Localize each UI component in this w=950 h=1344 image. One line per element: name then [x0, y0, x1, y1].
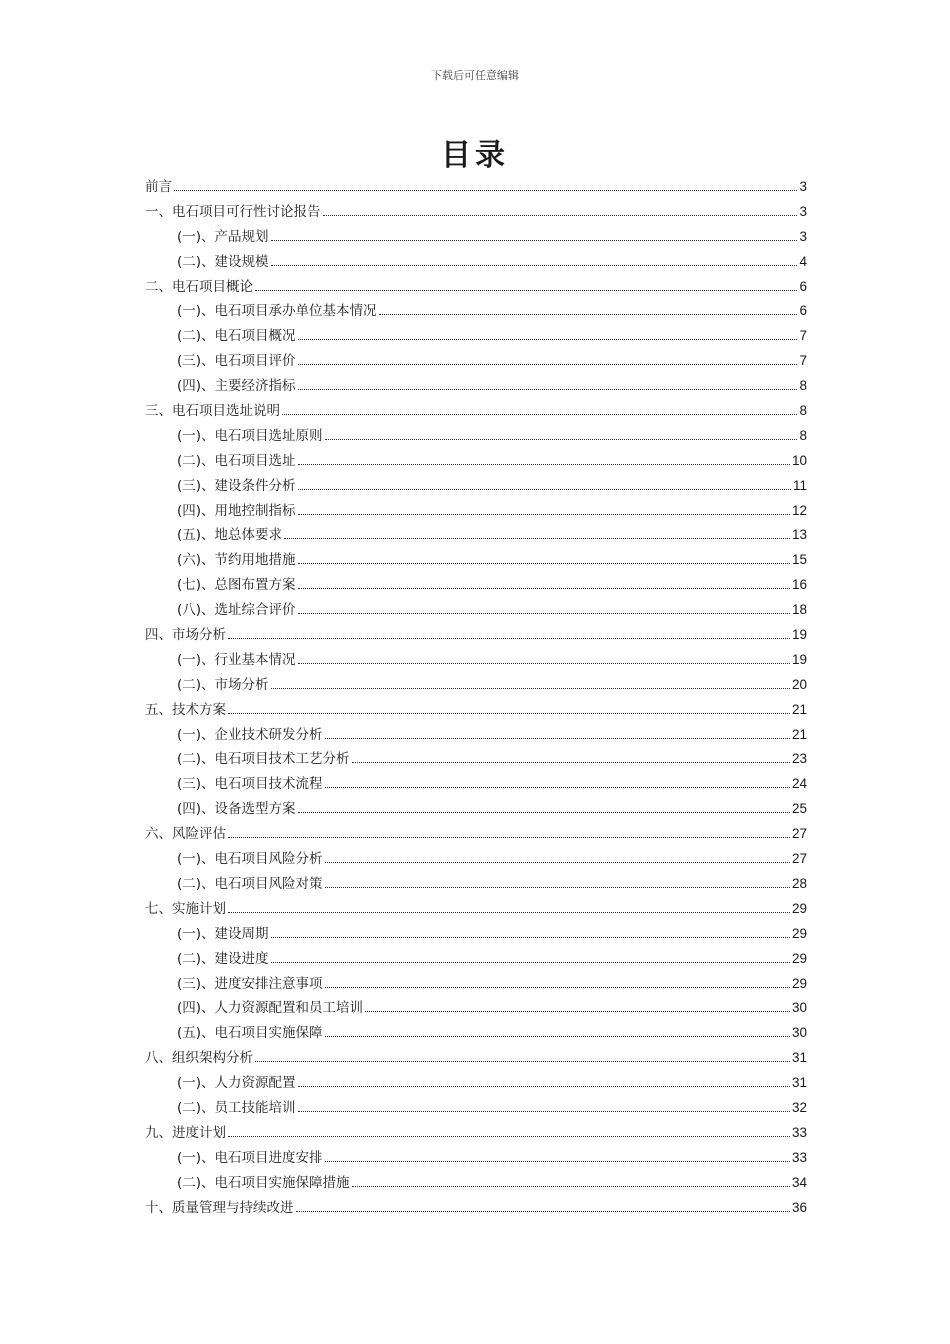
toc-entry[interactable]: [145, 1121, 807, 1146]
toc-subentry[interactable]: [145, 299, 807, 324]
dot-leader: [323, 215, 798, 216]
toc-subentry[interactable]: [145, 947, 807, 972]
toc-entry-page-number: 3: [799, 203, 807, 219]
toc-entry-label: (三)、进度安排注意事项: [177, 975, 323, 992]
toc-entry[interactable]: [145, 1046, 807, 1071]
toc-entry-label: 六、风险评估: [145, 826, 226, 843]
dot-leader: [271, 265, 798, 266]
toc-entry-label: (二)、建设进度: [177, 950, 269, 967]
dot-leader: [325, 887, 790, 888]
toc-entry-label: 七、实施计划: [145, 900, 226, 917]
dot-leader: [325, 1161, 790, 1162]
toc-entry[interactable]: [145, 897, 807, 922]
toc-entry-label: 九、进度计划: [145, 1124, 226, 1141]
toc-entry-page-number: 8: [799, 427, 807, 443]
toc-subentry[interactable]: [145, 772, 807, 797]
toc-entry-label: 四、市场分析: [145, 627, 226, 644]
toc-entry-label: (一)、人力资源配置: [177, 1075, 296, 1092]
table-of-contents: [145, 175, 807, 1220]
dot-leader: [298, 514, 790, 515]
toc-subentry[interactable]: [145, 996, 807, 1021]
dot-leader: [228, 1136, 790, 1137]
dot-leader: [282, 414, 797, 415]
toc-entry-page-number: 21: [791, 726, 807, 742]
toc-entry-page-number: 29: [791, 975, 807, 991]
dot-leader: [255, 1061, 790, 1062]
toc-entry-page-number: 4: [799, 253, 807, 269]
toc-entry-label: (一)、电石项目承办单位基本情况: [177, 303, 377, 320]
toc-subentry[interactable]: [145, 797, 807, 822]
toc-entry-page-number: 31: [791, 1075, 807, 1091]
dot-leader: [296, 1211, 790, 1212]
toc-subentry[interactable]: [145, 250, 807, 275]
dot-leader: [298, 364, 798, 365]
toc-entry-label: (五)、地总体要求: [177, 527, 283, 544]
toc-entry-label: 八、组织架构分析: [145, 1050, 253, 1067]
toc-subentry[interactable]: [145, 747, 807, 772]
dot-leader: [271, 240, 798, 241]
toc-subentry[interactable]: [145, 548, 807, 573]
toc-entry-label: (二)、电石项目实施保障措施: [177, 1174, 350, 1191]
toc-entry-page-number: 10: [791, 452, 807, 468]
toc-subentry[interactable]: [145, 847, 807, 872]
toc-subentry[interactable]: [145, 573, 807, 598]
dot-leader: [271, 688, 790, 689]
toc-subentry[interactable]: [145, 872, 807, 897]
toc-entry-label: (三)、电石项目技术流程: [177, 776, 323, 793]
toc-entry-page-number: 27: [791, 826, 807, 842]
toc-entry[interactable]: [145, 399, 807, 424]
toc-entry-page-number: 29: [791, 900, 807, 916]
dot-leader: [298, 613, 790, 614]
dot-leader: [325, 439, 798, 440]
dot-leader: [298, 389, 798, 390]
toc-entry-page-number: 27: [791, 851, 807, 867]
dot-leader: [325, 1036, 790, 1037]
toc-entry-page-number: 6: [799, 303, 807, 319]
toc-entry-label: (二)、员工技能培训: [177, 1099, 296, 1116]
toc-subentry[interactable]: [145, 349, 807, 374]
toc-entry-page-number: 32: [791, 1099, 807, 1115]
dot-leader: [228, 638, 790, 639]
toc-entry-page-number: 13: [791, 527, 807, 543]
toc-entry-label: (七)、总图布置方案: [177, 577, 296, 594]
toc-entry-page-number: 33: [791, 1124, 807, 1140]
dot-leader: [325, 738, 790, 739]
toc-subentry[interactable]: [145, 1146, 807, 1171]
toc-subentry[interactable]: [145, 1021, 807, 1046]
toc-entry[interactable]: [145, 698, 807, 723]
toc-entry[interactable]: [145, 822, 807, 847]
toc-entry-page-number: 18: [791, 602, 807, 618]
toc-entry-label: (一)、电石项目进度安排: [177, 1149, 323, 1166]
toc-entry-label: (一)、电石项目选址原则: [177, 427, 323, 444]
dot-leader: [325, 987, 790, 988]
toc-entry-label: (二)、电石项目技术工艺分析: [177, 751, 350, 768]
toc-subentry[interactable]: [145, 225, 807, 250]
toc-entry-page-number: 30: [791, 1000, 807, 1016]
toc-entry-label: 十、质量管理与持续改进: [145, 1199, 294, 1216]
toc-entry-page-number: 19: [791, 651, 807, 667]
toc-entry-label: (一)、产品规划: [177, 228, 269, 245]
toc-entry[interactable]: [145, 175, 807, 200]
toc-entry-label: 二、电石项目概论: [145, 278, 253, 295]
toc-entry-page-number: 25: [791, 801, 807, 817]
toc-entry-label: (一)、电石项目风险分析: [177, 851, 323, 868]
dot-leader: [271, 937, 790, 938]
toc-subentry[interactable]: [145, 374, 807, 399]
toc-entry-page-number: 33: [791, 1149, 807, 1165]
dot-leader: [298, 588, 790, 589]
toc-entry-page-number: 24: [791, 776, 807, 792]
toc-entry-page-number: 16: [791, 577, 807, 593]
dot-leader: [271, 962, 790, 963]
toc-subentry[interactable]: [145, 1171, 807, 1196]
toc-entry-page-number: 23: [791, 751, 807, 767]
toc-subentry[interactable]: [145, 449, 807, 474]
toc-entry[interactable]: [145, 275, 807, 300]
toc-entry-label: (五)、电石项目实施保障: [177, 1025, 323, 1042]
dot-leader: [298, 464, 790, 465]
toc-subentry[interactable]: [145, 474, 807, 499]
toc-entry-page-number: 36: [791, 1199, 807, 1215]
toc-entry-label: (一)、企业技术研发分析: [177, 726, 323, 743]
toc-entry-page-number: 29: [791, 950, 807, 966]
toc-entry-label: (二)、建设规模: [177, 253, 269, 270]
toc-subentry[interactable]: [145, 673, 807, 698]
toc-subentry[interactable]: [145, 972, 807, 997]
dot-leader: [352, 1186, 790, 1187]
toc-subentry[interactable]: [145, 523, 807, 548]
toc-entry-label: (一)、行业基本情况: [177, 651, 296, 668]
dot-leader: [284, 538, 790, 539]
toc-entry-page-number: 8: [799, 378, 807, 394]
toc-entry-label: (二)、电石项目风险对策: [177, 875, 323, 892]
toc-entry-label: 三、电石项目选址说明: [145, 403, 280, 420]
toc-entry-label: (四)、主要经济指标: [177, 378, 296, 395]
dot-leader: [228, 912, 790, 913]
toc-entry[interactable]: [145, 1196, 807, 1221]
dot-leader: [174, 190, 797, 191]
toc-entry-page-number: 29: [791, 925, 807, 941]
toc-entry-label: (二)、电石项目概况: [177, 328, 296, 345]
toc-entry-label: 前言: [145, 179, 172, 195]
toc-entry-page-number: 6: [799, 278, 807, 294]
toc-entry-page-number: 7: [799, 353, 807, 369]
page-header: 下载后可任意编辑: [431, 69, 519, 82]
page-title: 目录: [441, 138, 509, 173]
toc-entry-page-number: 15: [791, 552, 807, 568]
toc-subentry[interactable]: [145, 922, 807, 947]
toc-subentry[interactable]: [145, 598, 807, 623]
toc-entry-label: (二)、市场分析: [177, 676, 269, 693]
dot-leader: [298, 489, 791, 490]
toc-entry-label: (一)、建设周期: [177, 925, 269, 942]
toc-entry-page-number: 7: [799, 328, 807, 344]
toc-subentry[interactable]: [145, 324, 807, 349]
dot-leader: [298, 563, 790, 564]
dot-leader: [255, 290, 797, 291]
toc-subentry[interactable]: [145, 1096, 807, 1121]
toc-entry-label: 一、电石项目可行性讨论报告: [145, 203, 321, 220]
dot-leader: [298, 1111, 790, 1112]
dot-leader: [298, 339, 798, 340]
toc-entry-page-number: 28: [791, 875, 807, 891]
toc-entry-page-number: 12: [791, 502, 807, 518]
dot-leader: [379, 314, 798, 315]
dot-leader: [298, 812, 790, 813]
dot-leader: [298, 663, 790, 664]
toc-entry-page-number: 34: [791, 1174, 807, 1190]
toc-entry-page-number: 8: [799, 403, 807, 419]
dot-leader: [298, 1086, 790, 1087]
toc-entry-label: 五、技术方案: [145, 701, 226, 718]
toc-subentry[interactable]: [145, 648, 807, 673]
toc-entry-page-number: 31: [791, 1050, 807, 1066]
toc-entry-label: (八)、选址综合评价: [177, 602, 296, 619]
toc-entry[interactable]: [145, 200, 807, 225]
toc-entry-label: (四)、用地控制指标: [177, 502, 296, 519]
toc-entry-label: (二)、电石项目选址: [177, 452, 296, 469]
toc-entry-page-number: 11: [792, 477, 807, 493]
toc-entry-page-number: 21: [791, 701, 807, 717]
toc-entry-label: (四)、设备选型方案: [177, 801, 296, 818]
dot-leader: [352, 762, 790, 763]
dot-leader: [325, 787, 790, 788]
toc-entry-label: (三)、电石项目评价: [177, 353, 296, 370]
toc-entry-page-number: 19: [791, 627, 807, 643]
dot-leader: [228, 837, 790, 838]
toc-subentry[interactable]: [145, 723, 807, 748]
toc-entry-label: (六)、节约用地措施: [177, 552, 296, 569]
dot-leader: [228, 713, 790, 714]
toc-entry-page-number: 3: [799, 179, 807, 194]
toc-entry-label: (四)、人力资源配置和员工培训: [177, 1000, 364, 1017]
toc-entry[interactable]: [145, 623, 807, 648]
dot-leader: [325, 862, 790, 863]
toc-subentry[interactable]: [145, 1071, 807, 1096]
dot-leader: [365, 1011, 790, 1012]
toc-entry-page-number: 30: [791, 1025, 807, 1041]
toc-entry-label: (三)、建设条件分析: [177, 477, 296, 494]
toc-entry-page-number: 3: [799, 228, 807, 244]
toc-subentry[interactable]: [145, 499, 807, 524]
toc-entry-page-number: 20: [791, 676, 807, 692]
toc-subentry[interactable]: [145, 424, 807, 449]
